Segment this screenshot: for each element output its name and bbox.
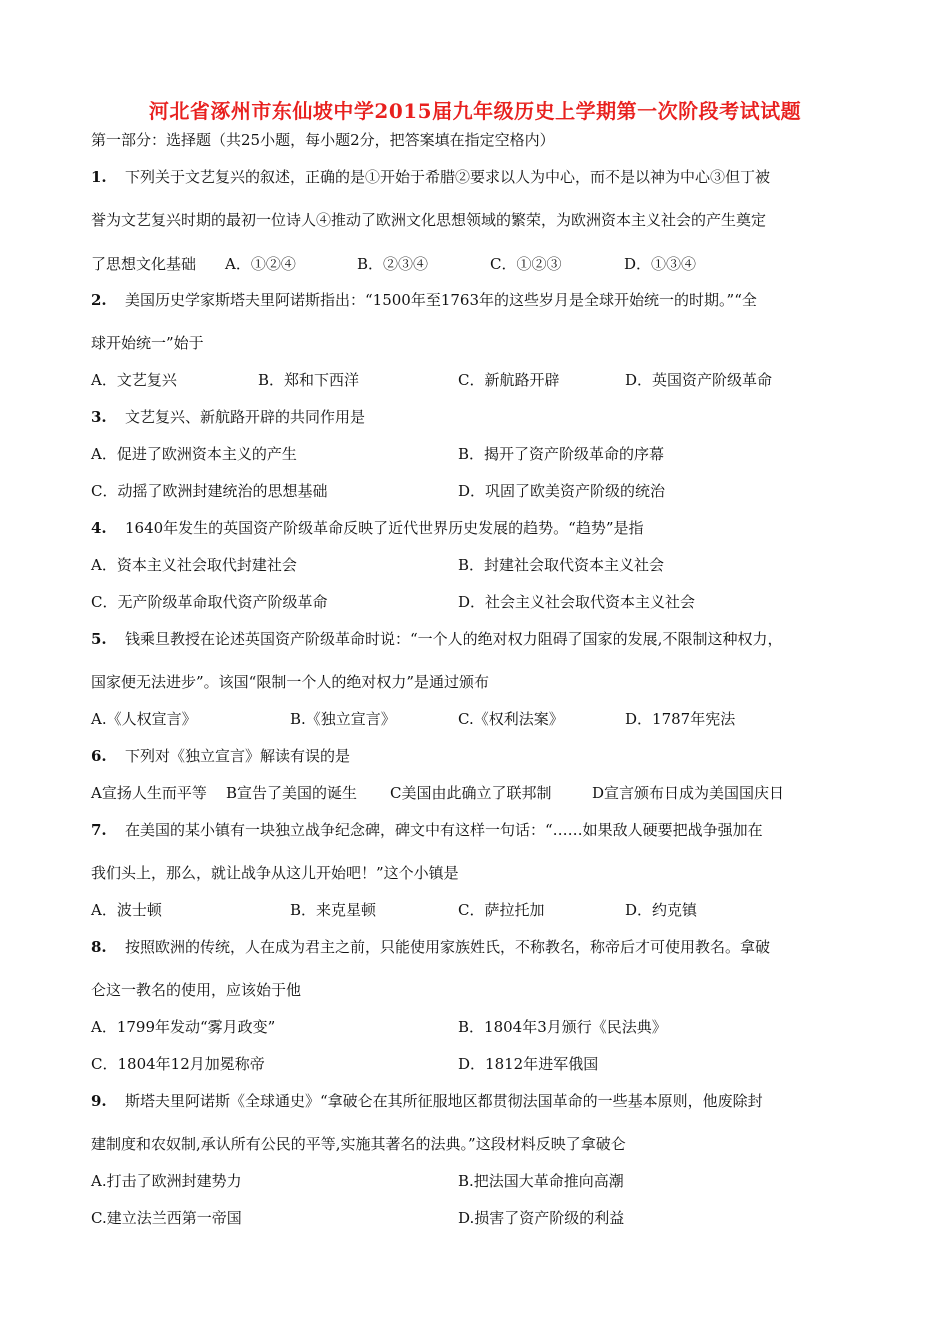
option-d: D.损害了资产阶级的利益 <box>458 1209 625 1227</box>
option-d: D．巩固了欧美资产阶级的统治 <box>458 482 666 500</box>
question-text: 美国历史学家斯塔夫里阿诺斯指出：“1500年至1763年的这些岁月是全球开始统一的时期。”“全 <box>125 291 757 309</box>
option-d: D．①③④ <box>624 255 697 273</box>
option-d: D宣言颁布日成为美国国庆日 <box>592 784 785 802</box>
question-text: 钱乘旦教授在论述英国资产阶级革命时说：“一个人的绝对权力阻碍了国家的发展,不限制这种权力， <box>125 630 783 648</box>
question-number: 5. <box>91 630 107 648</box>
question-2-line-2: 球开始统一”始于 <box>91 334 204 352</box>
option-c: C．萨拉托加 <box>458 901 545 919</box>
option-d: D．英国资产阶级革命 <box>625 371 773 389</box>
option-b: B.《独立宣言》 <box>290 710 396 728</box>
option-b: B宣告了美国的诞生 <box>226 784 358 802</box>
question-5-line-2: 国家便无法进步”。该国“限制一个人的绝对权力”是通过颁布 <box>91 673 490 691</box>
option-d: D．1812年进军俄国 <box>458 1055 599 1073</box>
option-d: D．约克镇 <box>625 901 698 919</box>
question-number: 3. <box>91 408 107 426</box>
question-7 <box>91 820 763 840</box>
question-8 <box>91 937 770 957</box>
question-1-line-2: 誉为文艺复兴时期的最初一位诗人④推动了欧洲文化思想领域的繁荣，为欧洲资本主义社会的产生奠定 <box>91 211 767 229</box>
question-1-line-3 <box>91 254 196 274</box>
option-c: C.《权利法案》 <box>458 710 564 728</box>
option-b: B．郑和下西洋 <box>258 371 360 389</box>
question-number: 6. <box>91 747 107 765</box>
section-header: 第一部分：选择题（共25小题，每小题2分，把答案填在指定空格内） <box>91 131 555 149</box>
option-b: B．②③④ <box>357 255 429 273</box>
question-text: 下列对《独立宣言》解读有误的是 <box>125 747 351 765</box>
option-d: D．社会主义社会取代资本主义社会 <box>458 593 696 611</box>
question-7-line-2: 我们头上，那么，就让战争从这儿开始吧！”这个小镇是 <box>91 864 459 882</box>
option-a: A.《人权宣言》 <box>91 710 197 728</box>
question-text: 在美国的某小镇有一块独立战争纪念碑，碑文中有这样一句话：“……如果敌人硬要把战争强加在 <box>125 821 763 839</box>
option-a: A.打击了欧洲封建势力 <box>91 1172 242 1190</box>
option-c: C．无产阶级革命取代资产阶级革命 <box>91 593 328 611</box>
option-a: A．1799年发动“雾月政变” <box>91 1018 276 1036</box>
option-c: C．新航路开辟 <box>458 371 560 389</box>
option-b: B.把法国大革命推向高潮 <box>458 1172 624 1190</box>
question-number: 8. <box>91 938 107 956</box>
question-5 <box>91 629 782 649</box>
question-number: 1. <box>91 168 107 186</box>
option-b: B．1804年3月颁行《民法典》 <box>458 1018 667 1036</box>
option-b: B．封建社会取代资本主义社会 <box>458 556 665 574</box>
question-2 <box>91 290 757 310</box>
question-6 <box>91 746 350 766</box>
question-number: 2. <box>91 291 107 309</box>
option-a: A．资本主义社会取代封建社会 <box>91 556 297 574</box>
option-a: A．文艺复兴 <box>91 371 177 389</box>
option-c: C.建立法兰西第一帝国 <box>91 1209 242 1227</box>
option-d: D．1787年宪法 <box>625 710 736 728</box>
option-a: A．①②④ <box>225 255 296 273</box>
question-text: 了思想文化基础 <box>91 255 197 273</box>
option-b: B．来克星顿 <box>290 901 377 919</box>
option-c: C．①②③ <box>490 255 562 273</box>
question-text: 下列关于文艺复兴的叙述，正确的是①开始于希腊②要求以人为中心，而不是以神为中心③但丁被 <box>125 168 771 186</box>
question-number: 9. <box>91 1092 107 1110</box>
question-8-line-2: 仑这一教名的使用，应该始于他 <box>91 981 302 999</box>
question-3 <box>91 407 365 427</box>
option-c: C美国由此确立了联邦制 <box>390 784 552 802</box>
page-title: 河北省涿州市东仙坡中学2015届九年级历史上学期第一次阶段考试试题 <box>148 99 802 123</box>
question-1 <box>91 167 770 187</box>
question-9 <box>91 1091 763 1111</box>
question-4 <box>91 518 644 538</box>
question-text: 文艺复兴、新航路开辟的共同作用是 <box>125 408 366 426</box>
question-text: 斯塔夫里阿诺斯《全球通史》“拿破仑在其所征服地区都贯彻法国革命的一些基本原则，他废除封 <box>125 1092 763 1110</box>
option-a: A．促进了欧洲资本主义的产生 <box>91 445 297 463</box>
option-c: C．动摇了欧洲封建统治的思想基础 <box>91 482 328 500</box>
option-a: A．波士顿 <box>91 901 162 919</box>
question-9-line-2: 建制度和农奴制,承认所有公民的平等,实施其著名的法典。”这段材料反映了拿破仑 <box>91 1135 626 1153</box>
question-number: 4. <box>91 519 107 537</box>
question-text: 按照欧洲的传统，人在成为君主之前，只能使用家族姓氏，不称教名，称帝后才可使用教名。拿破 <box>125 938 771 956</box>
option-a: A宣扬人生而平等 <box>91 784 207 802</box>
question-number: 7. <box>91 821 107 839</box>
option-b: B．揭开了资产阶级革命的序幕 <box>458 445 665 463</box>
option-c: C．1804年12月加冕称帝 <box>91 1055 265 1073</box>
question-text: 1640年发生的英国资产阶级革命反映了近代世界历史发展的趋势。“趋势”是指 <box>125 519 644 537</box>
